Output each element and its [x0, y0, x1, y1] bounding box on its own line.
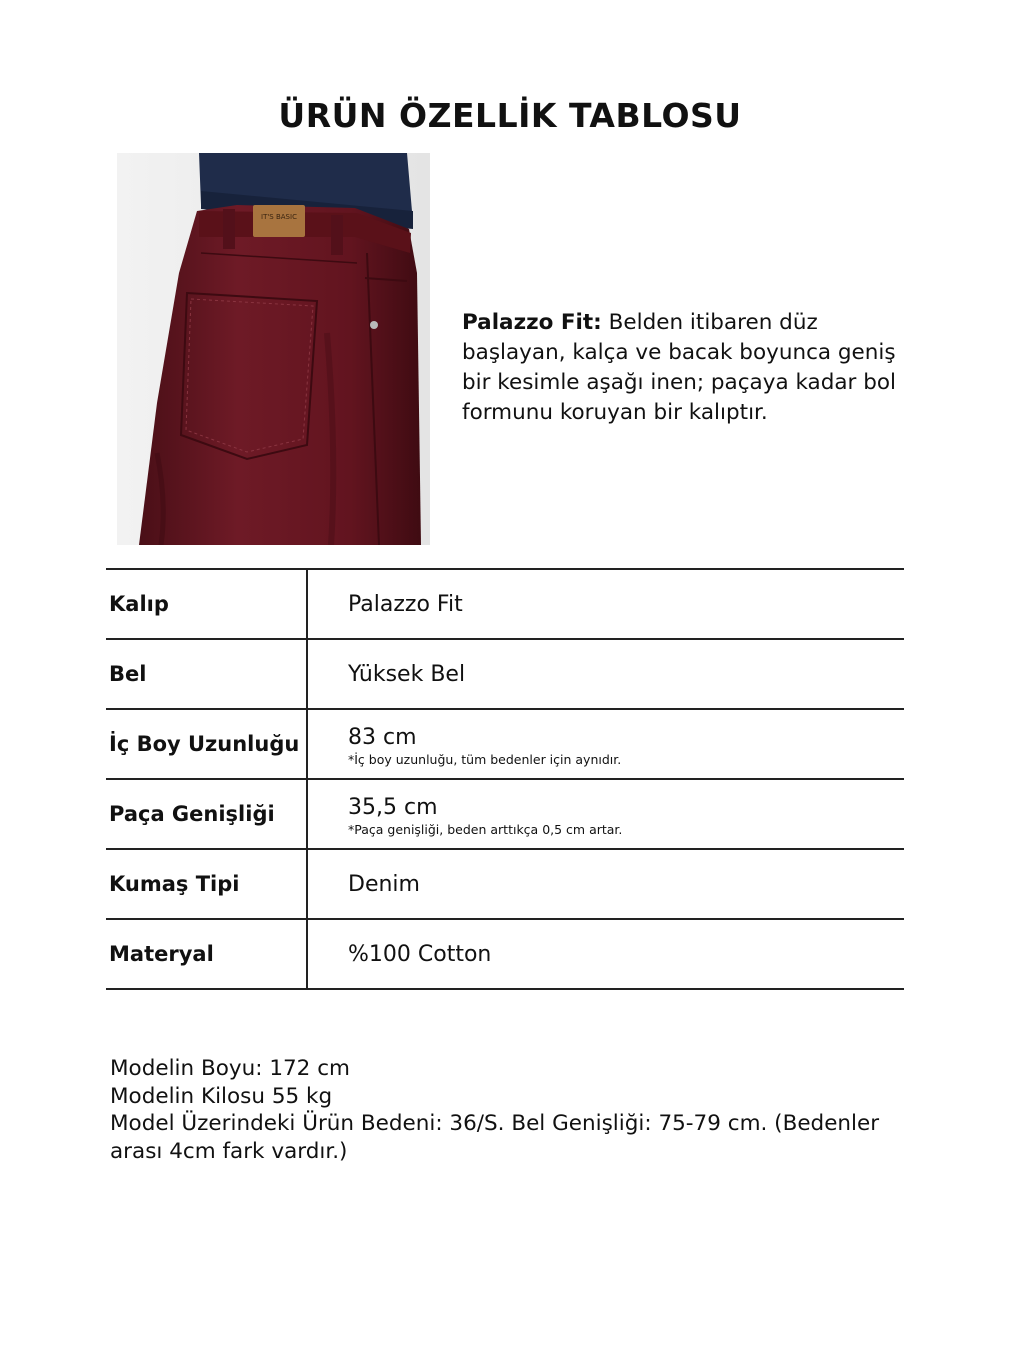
fit-description	[462, 308, 922, 428]
column-divider	[306, 780, 308, 848]
spec-label: Bel	[109, 662, 147, 686]
spec-row	[106, 920, 904, 990]
spec-note: *İç boy uzunluğu, tüm bedenler için aynıdır.	[348, 752, 622, 767]
model-weight: Modelin Kilosu 55 kg	[110, 1083, 333, 1109]
model-size: Model Üzerindeki Ürün Bedeni: 36/S. Bel Genişliği: 75-79 cm. (Bedenler	[110, 1111, 880, 1136]
column-divider	[306, 920, 308, 988]
fit-description-text: Belden itibaren düz başlayan, kalça ve bacak boyunca geniş bir kesimle aşağı inen; paçaya kadar bol formunu koruyan bir kalıptır.	[462, 310, 896, 425]
spec-row	[106, 850, 904, 920]
spec-row	[106, 570, 904, 640]
column-divider	[306, 710, 308, 778]
column-divider	[306, 850, 308, 918]
spec-label: Kumaş Tipi	[109, 872, 240, 896]
spec-note: *Paça genişliği, beden arttıkça 0,5 cm artar.	[348, 822, 623, 837]
spec-table	[106, 568, 904, 990]
spec-value: Palazzo Fit	[348, 592, 463, 617]
spec-value: %100 Cotton	[348, 942, 492, 967]
spec-row	[106, 710, 904, 780]
column-divider	[306, 570, 308, 638]
spec-label: Kalıp	[109, 592, 169, 616]
spec-value: Yüksek Bel	[348, 662, 466, 687]
brand-tag-text: IT'S BASIC	[261, 213, 297, 221]
spec-row	[106, 780, 904, 850]
model-size-note: arası 4cm fark vardır.)	[110, 1138, 348, 1164]
spec-value: Denim	[348, 872, 420, 897]
spec-label: İç Boy Uzunluğu	[109, 732, 300, 756]
spec-label: Paça Genişliği	[109, 802, 275, 826]
spec-value: 35,5 cm	[348, 795, 438, 820]
model-info	[110, 1055, 910, 1165]
spec-label: Materyal	[109, 942, 214, 966]
product-photo	[117, 153, 430, 545]
spec-value: 83 cm	[348, 725, 417, 750]
column-divider	[306, 640, 308, 708]
fit-description-title: Palazzo Fit:	[462, 310, 602, 335]
model-height: Modelin Boyu: 172 cm	[110, 1056, 350, 1081]
page-title: ÜRÜN ÖZELLİK TABLOSU	[278, 96, 742, 135]
spec-row	[106, 640, 904, 710]
